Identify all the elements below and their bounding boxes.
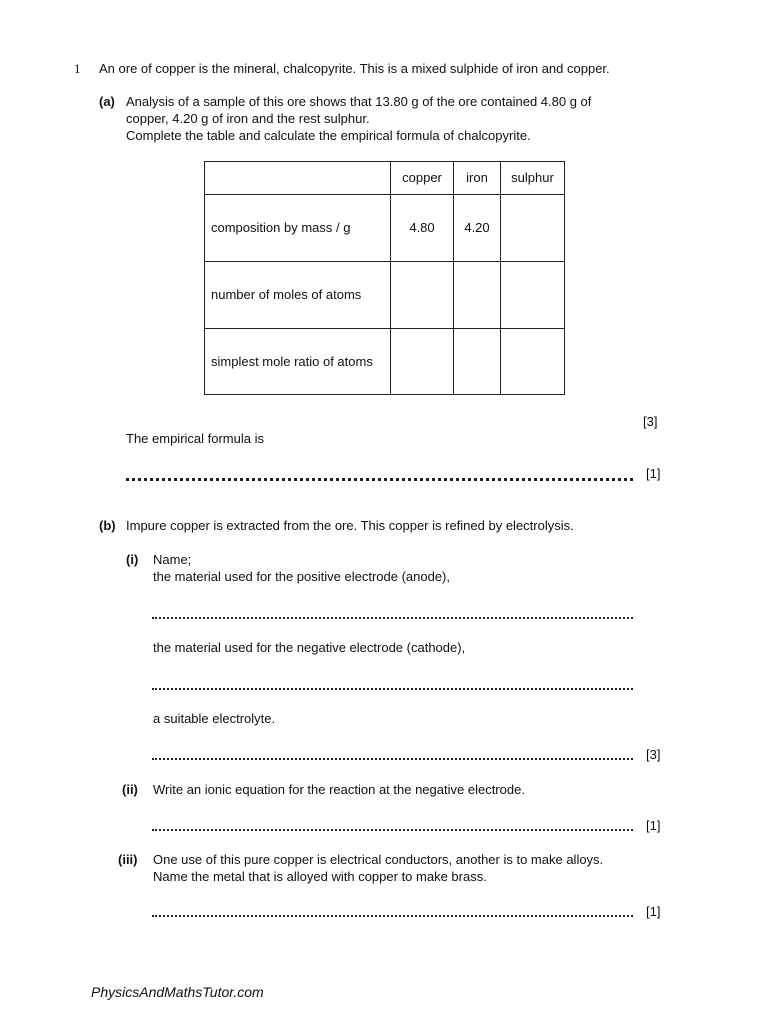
part-b-i-label: (i) bbox=[126, 552, 139, 567]
cell-copper[interactable] bbox=[391, 262, 454, 329]
table-header-row bbox=[205, 162, 565, 195]
mark-table: [3] bbox=[643, 414, 658, 429]
mark-b-i: [3] bbox=[646, 747, 661, 762]
table-header-copper: copper bbox=[391, 162, 454, 195]
cell-iron[interactable] bbox=[454, 329, 501, 395]
part-b-i-line4: a suitable electrolyte. bbox=[153, 711, 276, 726]
composition-table bbox=[204, 161, 565, 395]
part-b-ii-label: (ii) bbox=[122, 782, 138, 797]
cell-copper[interactable]: 4.80 bbox=[391, 195, 454, 262]
question-intro: An ore of copper is the mineral, chalcopyrite. This is a mixed sulphide of iron and copper. bbox=[99, 61, 610, 76]
cell-iron[interactable]: 4.20 bbox=[454, 195, 501, 262]
part-a-line3: Complete the table and calculate the empirical formula of chalcopyrite. bbox=[126, 128, 531, 143]
ionic-equation-answer-line[interactable] bbox=[152, 829, 633, 831]
cell-copper[interactable] bbox=[391, 329, 454, 395]
formula-answer-line[interactable] bbox=[126, 478, 633, 481]
table-row bbox=[205, 195, 565, 262]
mark-formula: [1] bbox=[646, 466, 661, 481]
row-label: composition by mass / g bbox=[205, 195, 391, 262]
cell-sulphur[interactable] bbox=[501, 329, 565, 395]
table-header-blank bbox=[205, 162, 391, 195]
cell-sulphur[interactable] bbox=[501, 262, 565, 329]
electrolyte-answer-line[interactable] bbox=[152, 758, 633, 760]
cell-sulphur[interactable] bbox=[501, 195, 565, 262]
part-a-label: (a) bbox=[99, 94, 115, 109]
brass-metal-answer-line[interactable] bbox=[152, 915, 633, 917]
cell-iron[interactable] bbox=[454, 262, 501, 329]
part-b-ii-text: Write an ionic equation for the reaction at the negative electrode. bbox=[153, 782, 525, 797]
part-b-label: (b) bbox=[99, 518, 116, 533]
table-row bbox=[205, 262, 565, 329]
part-b-iii-line2: Name the metal that is alloyed with copper to make brass. bbox=[153, 869, 487, 884]
table-header-iron: iron bbox=[454, 162, 501, 195]
table-header-sulphur: sulphur bbox=[501, 162, 565, 195]
anode-answer-line[interactable] bbox=[152, 617, 633, 619]
table-row bbox=[205, 329, 565, 395]
part-a-line2: copper, 4.20 g of iron and the rest sulphur. bbox=[126, 111, 370, 126]
formula-prompt: The empirical formula is bbox=[126, 431, 264, 446]
part-b-iii-label: (iii) bbox=[118, 852, 138, 867]
part-b-i-line1: Name; bbox=[153, 552, 192, 567]
part-b-iii-line1: One use of this pure copper is electrical conductors, another is to make alloys. bbox=[153, 852, 604, 867]
part-a-line1: Analysis of a sample of this ore shows that 13.80 g of the ore contained 4.80 g of bbox=[126, 94, 592, 109]
part-b-intro: Impure copper is extracted from the ore. This copper is refined by electrolysis. bbox=[126, 518, 574, 533]
part-b-i-line3: the material used for the negative electrode (cathode), bbox=[153, 640, 466, 655]
question-number: 1 bbox=[74, 61, 81, 76]
row-label: simplest mole ratio of atoms bbox=[205, 329, 391, 395]
part-b-i-line2: the material used for the positive electrode (anode), bbox=[153, 569, 451, 584]
mark-b-ii: [1] bbox=[646, 818, 661, 833]
cathode-answer-line[interactable] bbox=[152, 688, 633, 690]
row-label: number of moles of atoms bbox=[205, 262, 391, 329]
footer-site-name: PhysicsAndMathsTutor.com bbox=[91, 984, 264, 1000]
mark-b-iii: [1] bbox=[646, 904, 661, 919]
